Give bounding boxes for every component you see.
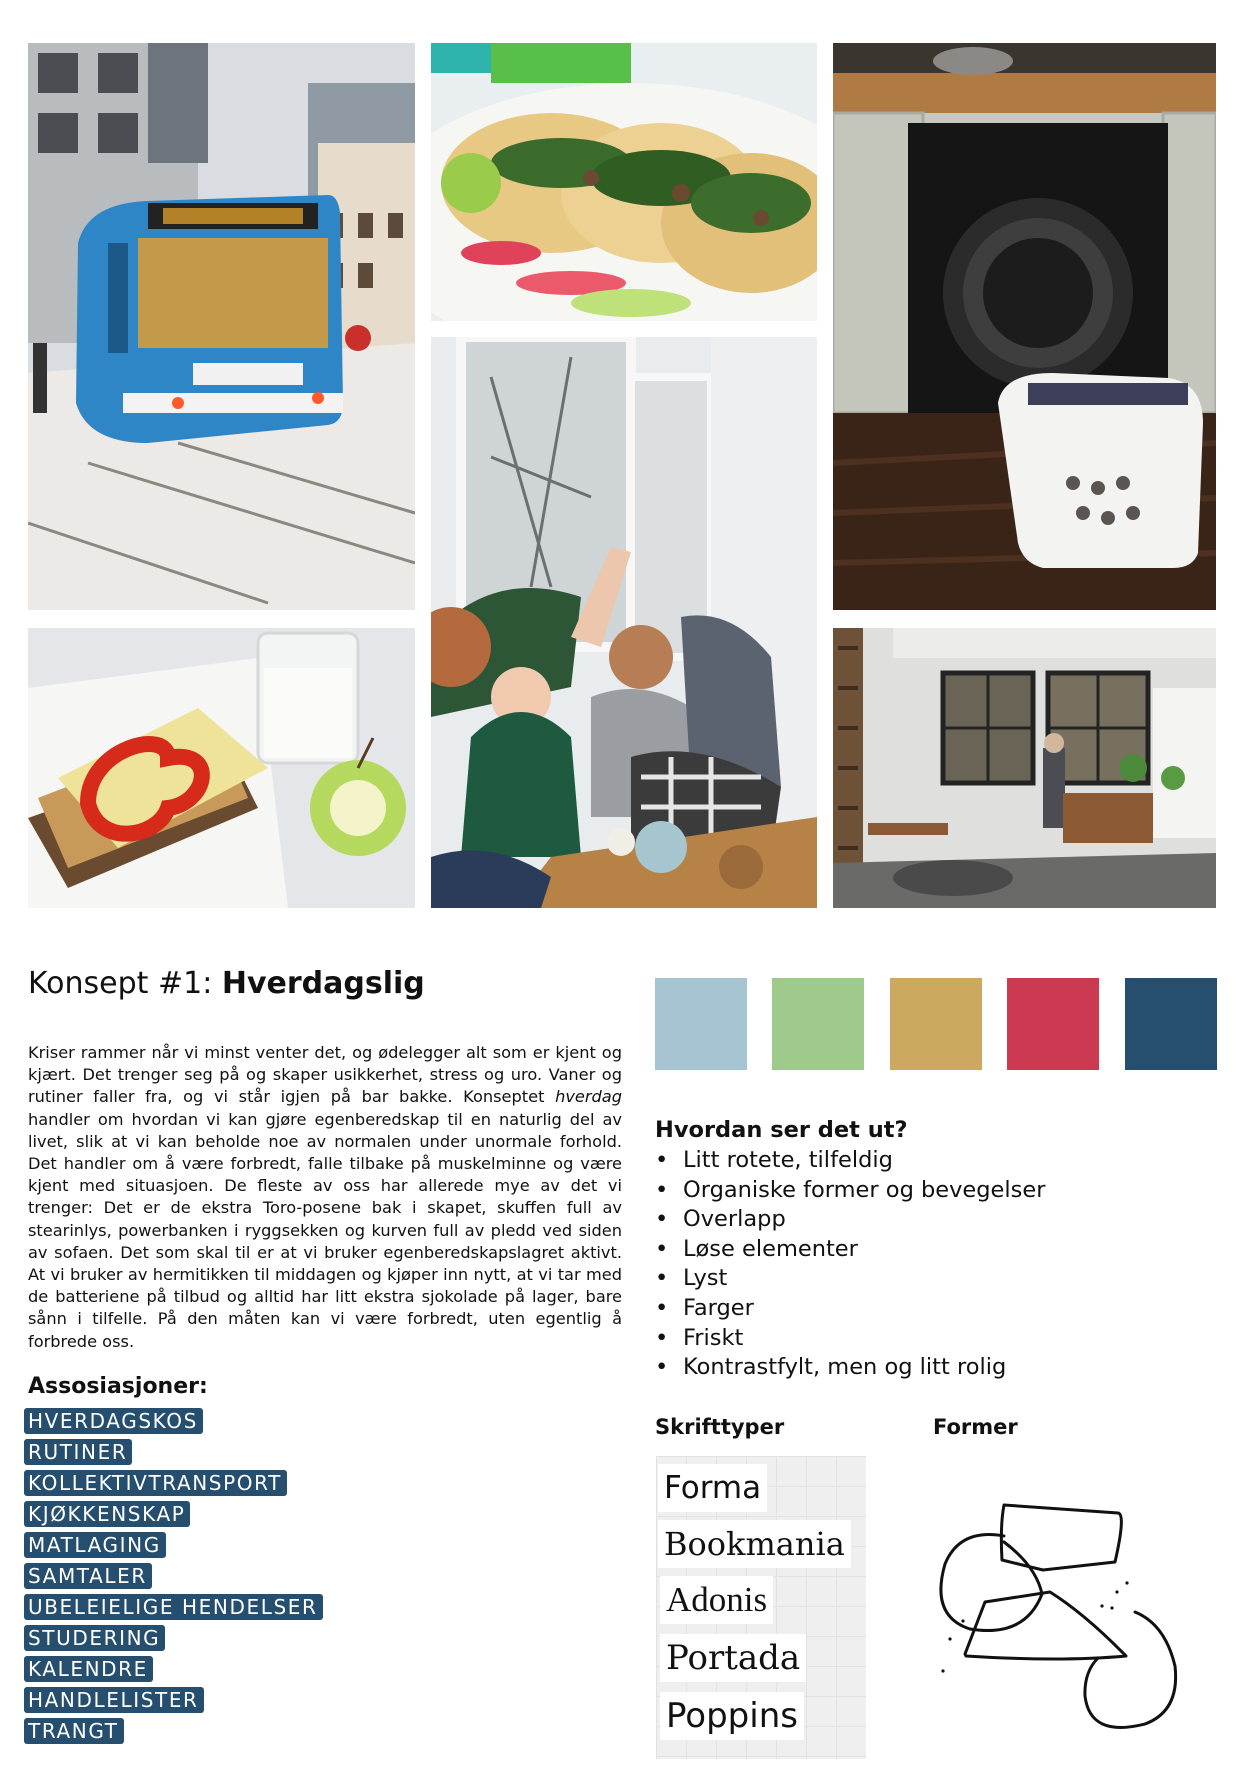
look-item: • Løse elementer (655, 1235, 1045, 1265)
look-item: • Organiske former og bevegelser (655, 1176, 1045, 1206)
tacos-photo (431, 43, 817, 321)
sketch-square-shape (1001, 1505, 1121, 1570)
tag-label: HANDLELISTER (24, 1687, 204, 1713)
sketch-dot (961, 1619, 964, 1622)
tag-item (24, 1687, 323, 1718)
color-swatch-1 (655, 978, 747, 1070)
look-list (655, 1146, 1045, 1383)
associations-tag-list (24, 1408, 323, 1749)
shapes-heading: Former (933, 1415, 1018, 1439)
color-swatch-3 (890, 978, 982, 1070)
sketch-dot (1115, 1590, 1118, 1593)
tag-label: HVERDAGSKOS (24, 1408, 203, 1434)
tag-label: KALENDRE (24, 1656, 153, 1682)
sketch-circle-shape (941, 1535, 1042, 1631)
font-samples-panel (656, 1456, 866, 1759)
tag-label: RUTINER (24, 1439, 132, 1465)
tag-item (24, 1532, 323, 1563)
look-item: • Farger (655, 1294, 1045, 1324)
sketch-dot (941, 1669, 944, 1672)
tag-label: MATLAGING (24, 1532, 166, 1558)
look-item: • Litt rotete, tilfeldig (655, 1146, 1045, 1176)
concept-title-prefix: Konsept #1: (28, 966, 222, 1001)
color-swatch-2 (772, 978, 864, 1070)
sketch-dot (1125, 1581, 1128, 1584)
look-item: • Overlapp (655, 1205, 1045, 1235)
tag-item (24, 1439, 323, 1470)
sketch-dot (1110, 1606, 1113, 1609)
tag-item (24, 1718, 323, 1749)
look-item: • Lyst (655, 1264, 1045, 1294)
color-swatch-4 (1007, 978, 1099, 1070)
fonts-heading: Skrifttyper (655, 1415, 785, 1439)
tag-item (24, 1594, 323, 1625)
font-sample-adonis: Adonis (660, 1576, 773, 1624)
body-text-italic: hverdag (555, 1087, 622, 1107)
tag-label: SAMTALER (24, 1563, 152, 1589)
tag-item (24, 1470, 323, 1501)
font-sample-bookmania: Bookmania (658, 1520, 851, 1568)
tag-item (24, 1656, 323, 1687)
sketch-triangle-shape (965, 1592, 1126, 1659)
tag-item (24, 1625, 323, 1656)
font-sample-portada: Portada (660, 1634, 806, 1682)
living-room-photo (833, 628, 1216, 908)
look-heading: Hvordan ser det ut? (655, 1117, 908, 1143)
font-sample-poppins: Poppins (660, 1692, 804, 1740)
body-text-part-1: Kriser rammer når vi minst venter det, og ødelegger alt som er kjent og kjært. Det trenger seg på og skaper usikkerhet, stress og uro. Vaner og rutiner faller fra, og vi står igjen på bar bakke. Konseptet (28, 1043, 622, 1107)
body-text-part-2: handler om hvordan vi kan gjøre egenberedskap til en naturlig del av livet, slik at vi kan beholde noe av normalen under unormale forhold. Det handler om å være forbredt, falle tilbake på muskelminne og være kjent med situasjoen. De fleste av oss har allerede mye av det vi trenger: Det er de ekstra Toro-posene bak i skapet, skuffen full av stearinlys, powerbanken i ryggsekken og kurven full av pledd ved siden av sofaen. Det som skal til er at vi bruker egenberedskapslagret aktivt. At vi bruker av hermitikken til middagen og kjøper inn nytt, at vi tar med de batteriene på tilbud og alltid har litt ekstra sjokolade på lager, bare sånn i tilfelle. På den måten kan vi være forbredt, uten egentlig å forbrede oss. (28, 1109, 622, 1351)
tag-item (24, 1408, 323, 1439)
look-item: • Kontrastfylt, men og litt rolig (655, 1353, 1045, 1383)
font-sample-forma: Forma (658, 1464, 767, 1512)
breakfast-photo (28, 628, 415, 908)
associations-heading: Assosiasjoner: (28, 1374, 208, 1399)
tag-label: TRANGT (24, 1718, 124, 1744)
look-item: • Friskt (655, 1324, 1045, 1354)
sketch-dot (1100, 1604, 1103, 1607)
concept-title (28, 966, 425, 1001)
washing-machine-photo (833, 43, 1216, 610)
color-swatch-5 (1125, 978, 1217, 1070)
tag-label: STUDERING (24, 1625, 165, 1651)
concept-body-text (28, 1042, 622, 1353)
tag-label: UBELEIELIGE HENDELSER (24, 1594, 323, 1620)
tag-label: KOLLEKTIVTRANSPORT (24, 1470, 287, 1496)
sketch-dot (948, 1637, 951, 1640)
tag-label: KJØKKENSKAP (24, 1501, 190, 1527)
tram-photo (28, 43, 415, 610)
tag-item (24, 1563, 323, 1594)
friends-photo (431, 337, 817, 908)
shapes-sketch (930, 1496, 1200, 1741)
tag-item (24, 1501, 323, 1532)
concept-title-name: Hverdagslig (221, 966, 425, 1001)
